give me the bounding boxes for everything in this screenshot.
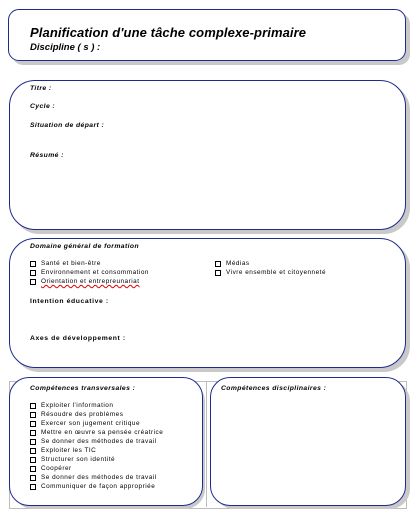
competence-item[interactable] [30, 411, 123, 418]
domain-label: Domaine général de formation [30, 243, 140, 250]
checkbox[interactable] [30, 412, 36, 418]
axes-label: Axes de développement : [30, 335, 126, 342]
option-sante[interactable] [30, 260, 101, 267]
checkbox[interactable] [30, 279, 36, 285]
checkbox[interactable] [30, 430, 36, 436]
checkbox[interactable] [30, 448, 36, 454]
competence-item[interactable] [30, 420, 140, 427]
option-environnement[interactable] [30, 269, 149, 276]
option-label: Orientation et entrepreunariat [41, 278, 140, 285]
cycle-label: Cycle : [30, 103, 56, 110]
option-label: Environnement et consommation [41, 269, 149, 276]
competence-item[interactable] [30, 465, 72, 472]
option-medias[interactable] [215, 260, 250, 267]
checkbox[interactable] [30, 261, 36, 267]
competence-label: Structurer son identité [41, 456, 116, 463]
checkbox[interactable] [215, 270, 221, 276]
competence-label: Exercer son jugement critique [41, 420, 141, 427]
competence-item[interactable] [30, 438, 157, 445]
option-label: Médias [226, 260, 250, 267]
competence-item[interactable] [30, 402, 113, 409]
competence-label: Exploiter l'information [41, 402, 114, 409]
intention-label: Intention éducative : [30, 298, 109, 305]
checkbox[interactable] [30, 270, 36, 276]
page-title: Planification d'une tâche complexe-primaire [30, 25, 307, 40]
situation-label: Situation de départ : [30, 122, 105, 129]
competence-label: Communiquer de façon appropriée [41, 483, 156, 490]
competence-label: Mettre en œuvre sa pensée créatrice [41, 429, 164, 436]
checkbox[interactable] [30, 484, 36, 490]
competence-label: Se donner des méthodes de travail [41, 438, 157, 445]
competence-label: Se donner des méthodes de travail [41, 474, 157, 481]
checkbox[interactable] [30, 439, 36, 445]
checkbox[interactable] [30, 466, 36, 472]
checkbox[interactable] [30, 421, 36, 427]
option-orientation[interactable] [30, 278, 139, 285]
competence-item[interactable] [30, 474, 157, 481]
competence-label: Coopérer [41, 465, 72, 472]
checkbox[interactable] [30, 457, 36, 463]
competence-item[interactable] [30, 456, 115, 463]
disciplinaires-box [210, 377, 406, 506]
checkbox[interactable] [215, 261, 221, 267]
competence-item[interactable] [30, 429, 163, 436]
competence-label: Résoudre des problèmes [41, 411, 124, 418]
competences-divider [206, 381, 207, 507]
option-label: Santé et bien-être [41, 260, 101, 267]
resume-label: Résumé : [30, 152, 64, 159]
competence-label: Exploiter les TIC [41, 447, 97, 454]
identification-box [9, 80, 406, 230]
transversales-label: Compétences transversales : [30, 385, 136, 392]
option-vivre-ensemble[interactable] [215, 269, 326, 276]
competence-item[interactable] [30, 447, 96, 454]
titre-label: Titre : [30, 85, 52, 92]
discipline-label: Discipline ( s ) : [30, 42, 101, 53]
disciplinaires-label: Compétences disciplinaires : [221, 385, 327, 392]
competence-item[interactable] [30, 483, 155, 490]
option-label: Vivre ensemble et citoyenneté [226, 269, 326, 276]
checkbox[interactable] [30, 475, 36, 481]
checkbox[interactable] [30, 403, 36, 409]
